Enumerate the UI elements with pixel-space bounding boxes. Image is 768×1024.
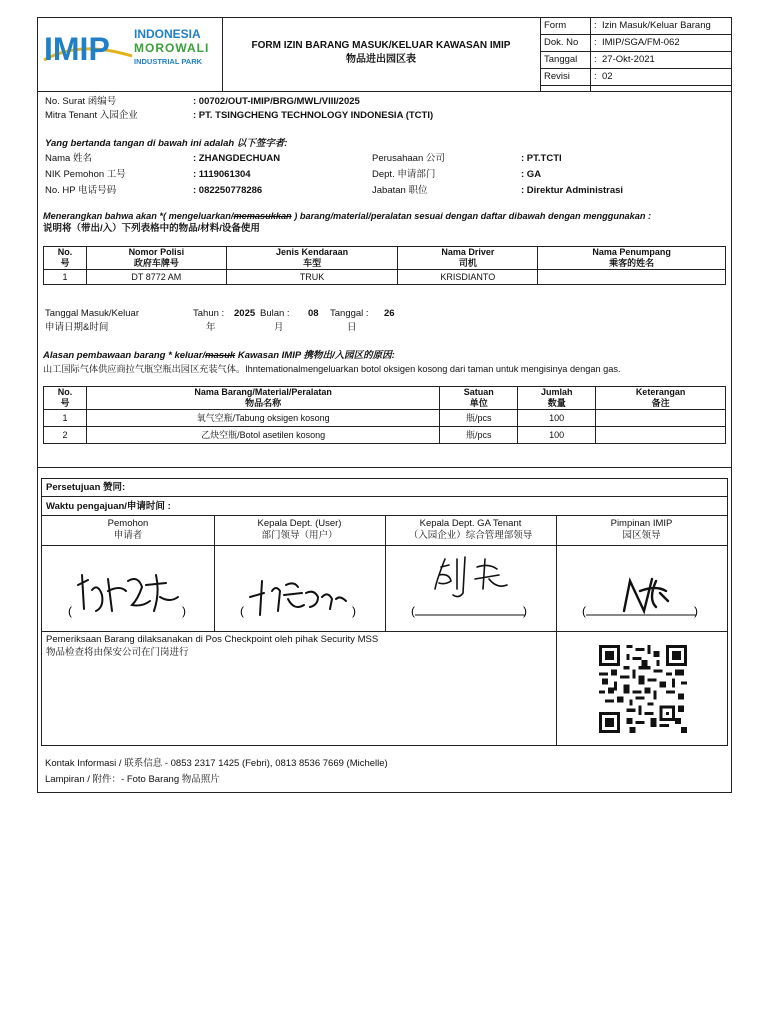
logo-line1: INDONESIA [134, 27, 201, 41]
items-cell-no: 1 [44, 410, 87, 427]
svg-text:(: ( [582, 604, 586, 618]
hp-value: : 082250778286 [193, 185, 263, 196]
col-pemohon-cn: 申请者 [113, 530, 143, 541]
statement-line [43, 210, 651, 222]
vehicle-cell-penumpang [538, 270, 726, 285]
jabatan-label: Jabatan 职位 [372, 185, 428, 196]
logo-line2: MOROWALI [134, 41, 210, 55]
vehicle-cell-driver: KRISDIANTO [398, 270, 538, 285]
checkpoint-text: Pemeriksaan Barang dilaksanakan di Pos Checkpoint oleh pihak Security MSS [46, 634, 379, 645]
items-cell-keterangan [596, 410, 726, 427]
tanggal-label: Tanggal : [330, 308, 369, 319]
items-col-nama: Nama Barang/Material/Peralatan 物品名称 [86, 387, 439, 410]
vehicle-table [43, 246, 726, 285]
form-title: FORM IZIN BARANG MASUK/KELUAR KAWASAN IMIP [251, 40, 511, 51]
col-kepala-ga-cn: （入园企业）综合管理部领导 [408, 530, 533, 541]
items-cell-satuan: 瓶/pcs [440, 427, 518, 444]
items-cell-keterangan [596, 427, 726, 444]
col-pemohon: Pemohon [107, 518, 149, 529]
reason-text: 山工国际气体供应商拉气瓶空瓶出园区充装气体。Ihntemationalmengeluarkan botol oksigen kosong dari taman untuk mengisinya dengan gas. [43, 364, 621, 374]
tanggal-value: 26 [384, 308, 395, 319]
reason-label-part1: Alasan pembawaan barang * keluar/ [43, 350, 206, 361]
statement-part1: Menerangkan bahwa akan *( mengeluarkan/ [43, 211, 234, 221]
nama-label: Nama 姓名 [45, 153, 92, 164]
nian-label: 年 [206, 322, 216, 333]
meta-form-colon: : [594, 20, 597, 31]
signer-intro: Yang bertanda tangan di bawah ini adalah 以下签字者: [45, 138, 288, 149]
meta-revisi-label: Revisi [544, 71, 570, 82]
header-logo [40, 22, 220, 70]
perusahaan-value: : PT.TCTI [521, 153, 562, 164]
mitra-value: : PT. TSINGCHENG TECHNOLOGY INDONESIA (TCTI) [193, 110, 434, 121]
meta-tanggal-label: Tanggal [544, 54, 578, 65]
dept-label: Dept. 申请部门 [372, 169, 436, 180]
meta-form-label: Form [544, 20, 567, 31]
items-table-row [44, 427, 726, 444]
nik-label: NIK Pemohon 工号 [45, 169, 126, 180]
svg-text:(: ( [411, 604, 415, 618]
svg-text:): ) [352, 604, 356, 618]
perusahaan-label: Perusahaan 公司 [372, 153, 445, 164]
kontak-info: Kontak Informasi / 联系信息 - 0853 2317 1425 (Febri), 0813 8536 7669 (Michelle) [45, 758, 388, 769]
meta-dokno-colon: : [594, 37, 597, 48]
meta-revisi-value: 02 [602, 71, 613, 82]
signature-pimpinan [556, 545, 727, 631]
signature-kepala-ga [385, 545, 556, 631]
waktu-label: Waktu pengajuan/申请时间 : [46, 501, 171, 512]
meta-tanggal-colon: : [594, 54, 597, 65]
dept-value: : GA [521, 169, 542, 180]
items-cell-satuan: 瓶/pcs [440, 410, 518, 427]
svg-text:): ) [182, 604, 186, 618]
bulan-value: 08 [308, 308, 319, 319]
statement-part2: ) barang/material/peralatan sesuai dengan daftar dibawah dengan menggunakan : [291, 211, 652, 221]
items-table [43, 386, 726, 444]
logo-line3: INDUSTRIAL PARK [134, 57, 203, 66]
vehicle-col-kendaraan: Jenis Kendaraan 车型 [226, 247, 398, 270]
meta-dokno-label: Dok. No [544, 37, 579, 48]
yue-label: 月 [274, 322, 284, 333]
checkpoint-cn: 物品检查将由保安公司在门岗进行 [46, 647, 189, 658]
hp-label: No. HP 电话号码 [45, 185, 117, 196]
col-kepala-user: Kepala Dept. (User) [257, 518, 342, 529]
vehicle-col-no: No. 号 [44, 247, 87, 270]
meta-form-value: Izin Masuk/Keluar Barang [602, 20, 711, 31]
qr-code [599, 645, 687, 733]
items-col-no: No. 号 [44, 387, 87, 410]
no-surat-label: No. Surat 函编号 [45, 96, 117, 107]
tahun-value: 2025 [234, 308, 256, 319]
items-col-keterangan: Keterangan 备注 [596, 387, 726, 410]
svg-text:(: ( [68, 604, 72, 618]
form-title-cn: 物品进出园区表 [346, 54, 416, 65]
persetujuan-label: Persetujuan 赞同: [46, 482, 126, 493]
date-label: Tanggal Masuk/Keluar [45, 308, 139, 319]
signature-pemohon [42, 545, 214, 631]
svg-text:): ) [523, 604, 527, 618]
vehicle-col-penumpang: Nama Penumpang 乘客的姓名 [538, 247, 726, 270]
vehicle-cell-no: 1 [44, 270, 87, 285]
mitra-label: Mitra Tenant 入园企业 [45, 110, 138, 121]
vehicle-table-header [44, 247, 726, 270]
items-table-header [44, 387, 726, 410]
meta-tanggal-value: 27-Okt-2021 [602, 54, 655, 65]
nama-value: : ZHANGDECHUAN [193, 153, 281, 164]
tahun-label: Tahun : [193, 308, 225, 319]
items-cell-no: 2 [44, 427, 87, 444]
items-cell-nama: 氧气空瓶/Tabung oksigen kosong [86, 410, 439, 427]
header-bottom-line [37, 91, 732, 92]
col-pimpinan: Pimpinan IMIP [610, 518, 673, 529]
vehicle-col-polisi: Nomor Polisi 政府车牌号 [86, 247, 226, 270]
col-kepala-ga: Kepala Dept. GA Tenant [419, 518, 522, 529]
no-surat-value: : 00702/OUT-IMIP/BRG/MWL/VIII/2025 [193, 96, 360, 107]
lampiran: Lampiran / 附件：- Foto Barang 物品照片 [45, 774, 220, 785]
items-cell-nama: 乙炔空瓶/Botol asetilen kosong [86, 427, 439, 444]
date-label-cn: 申请日期&时间 [45, 322, 109, 333]
svg-text:): ) [694, 604, 698, 618]
svg-text:(: ( [240, 604, 244, 618]
items-col-jumlah: Jumlah 数量 [518, 387, 596, 410]
jabatan-value: : Direktur Administrasi [521, 185, 624, 196]
items-cell-jumlah: 100 [518, 410, 596, 427]
bulan-label: Bulan : [260, 308, 290, 319]
signature-kepala-user [214, 545, 385, 631]
items-col-satuan: Satuan 单位 [440, 387, 518, 410]
col-pimpinan-cn: 园区领导 [622, 530, 661, 541]
vehicle-table-row [44, 270, 726, 285]
imip-logo-mark [40, 22, 220, 70]
reason-label-part2: Kawasan IMIP 携物出/入园区的原因: [235, 350, 395, 361]
meta-dokno-value: IMIP/SGA/FM-062 [602, 37, 680, 48]
section-divider [37, 467, 732, 468]
statement-struck: memasukkan [233, 211, 292, 221]
logo-imip-text: IMIP [44, 31, 110, 67]
items-table-row [44, 410, 726, 427]
reason-label-struck: masuk [205, 350, 236, 361]
ri-label: 日 [347, 322, 357, 333]
statement-cn: 说明将（带出/入）下列表格中的物品/材料/设备使用 [43, 223, 260, 234]
items-cell-jumlah: 100 [518, 427, 596, 444]
reason-label [43, 350, 395, 362]
nik-value: : 1119061304 [193, 169, 251, 180]
vehicle-cell-kendaraan: TRUK [226, 270, 398, 285]
vehicle-col-driver: Nama Driver 司机 [398, 247, 538, 270]
approval-block [41, 478, 728, 746]
vehicle-cell-polisi: DT 8772 AM [86, 270, 226, 285]
col-kepala-user-cn: 部门领导（用户） [261, 530, 338, 541]
meta-revisi-colon: : [594, 71, 597, 82]
header-meta [540, 17, 732, 92]
